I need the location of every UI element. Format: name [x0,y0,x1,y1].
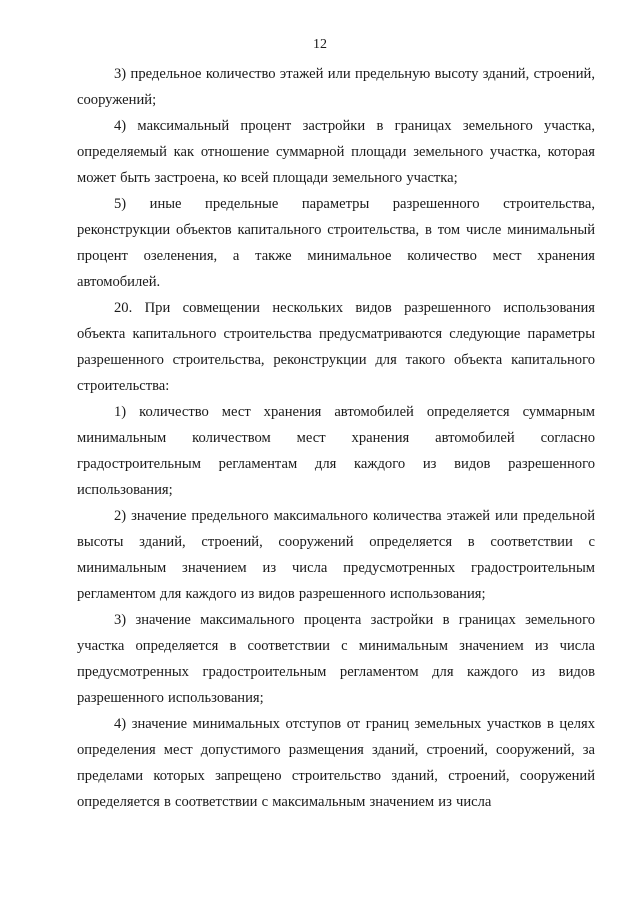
paragraph-clause-20: 20. При совмещении нескольких видов разрешенного использования объекта капитального строительства предусматриваются следующие параметры разрешенного строительства, реконструкции для такого объекта капитального строительства: [77,300,595,394]
paragraph-item-4: 4) максимальный процент застройки в границах земельного участка, определяемый как отношение суммарной площади земельного участка, которая может быть застроена, ко всей площади земельного участка; [77,118,595,186]
document-body [77,61,595,815]
paragraph-subitem-3: 3) значение максимального процента застройки в границах земельного участка определяется в соответствии с минимальным значением из числа предусмотренных градостроительным регламентом для каждого из видов разрешенного использования; [77,612,595,706]
paragraph-subitem-1: 1) количество мест хранения автомобилей определяется суммарным минимальным количеством мест хранения автомобилей согласно градостроительным регламентам для каждого из видов разрешенного использования; [77,404,595,498]
paragraph-item-5: 5) иные предельные параметры разрешенного строительства, реконструкции объектов капитального строительства, в том числе минимальный процент озеленения, а также минимальное количество мест хранения автомобилей. [77,196,595,290]
paragraph-item-3: 3) предельное количество этажей или предельную высоту зданий, строений, сооружений; [77,66,595,108]
paragraph-subitem-2: 2) значение предельного максимального количества этажей или предельной высоты зданий, строений, сооружений определяется в соответствии с минимальным значением из числа предусмотренных градостроительным регламентом для каждого из видов разрешенного использования; [77,508,595,602]
page-number: 12 [313,37,327,52]
paragraph-subitem-4: 4) значение минимальных отступов от границ земельных участков в целях определения мест допустимого размещения зданий, строений, сооружений, за пределами которых запрещено строительство зданий, строений, сооружений определяется в соответствии с максимальным значением из числа [77,716,595,810]
